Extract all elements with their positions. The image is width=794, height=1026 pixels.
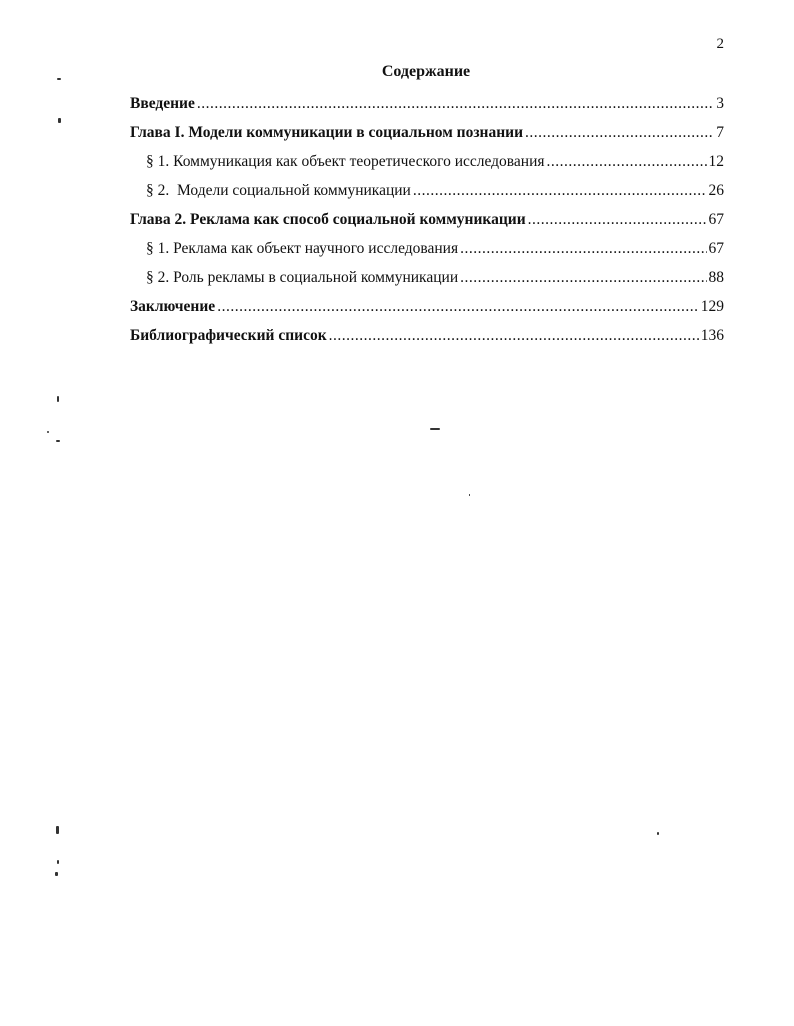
toc-entry-page: 3	[716, 95, 724, 112]
scan-artifact	[430, 428, 440, 430]
scan-artifact	[47, 431, 49, 433]
toc-dot-leader	[460, 263, 706, 292]
toc-entry-page: 26	[708, 182, 724, 199]
scan-artifact	[57, 396, 59, 402]
scan-artifact	[58, 118, 61, 123]
scan-artifact	[56, 826, 59, 834]
toc-entry-label: Глава 2. Реклама как способ социальной коммуникации	[130, 211, 526, 228]
toc-dot-leader	[460, 234, 706, 263]
scan-artifact	[469, 494, 470, 496]
toc-dot-leader	[547, 147, 707, 176]
toc-title: Содержание	[381, 63, 471, 80]
toc-entry-chapter-2-section-2	[130, 263, 724, 292]
toc-entry-label: § 2. Роль рекламы в социальной коммуникации	[146, 269, 459, 286]
toc-entry-label: Библиографический список	[130, 327, 327, 344]
toc-entry-conclusion	[130, 292, 724, 321]
toc-entry-page: 7	[716, 124, 724, 141]
toc-entry-chapter-1	[130, 118, 724, 147]
toc-entry-page: 12	[708, 153, 724, 170]
toc-entry-page: 67	[708, 211, 724, 228]
toc-dot-leader	[525, 118, 714, 147]
toc-entry-page: 88	[708, 269, 724, 286]
toc-entry-label: Глава I. Модели коммуникации в социальном познании	[130, 124, 524, 141]
toc-entry-page: 136	[700, 327, 724, 344]
toc-dot-leader	[329, 321, 699, 350]
toc-dot-leader	[217, 292, 699, 321]
scan-artifact	[57, 860, 59, 864]
toc-entry-bibliography	[130, 321, 724, 350]
scan-artifact	[55, 872, 58, 876]
toc-entry-label: Введение	[130, 95, 195, 112]
toc-entry-chapter-1-section-2	[130, 176, 724, 205]
scan-artifact	[56, 440, 60, 442]
table-of-contents	[130, 89, 724, 350]
page-number: 2	[716, 36, 724, 52]
toc-entry-introduction	[130, 89, 724, 118]
toc-entry-label: § 2. Модели социальной коммуникации	[146, 182, 411, 199]
scan-artifact	[657, 832, 659, 835]
toc-dot-leader	[413, 176, 707, 205]
toc-entry-chapter-1-section-1	[130, 147, 724, 176]
scan-artifact	[57, 78, 61, 80]
toc-entry-page: 129	[700, 298, 724, 315]
toc-dot-leader	[197, 89, 714, 118]
toc-entry-label: § 1. Коммуникация как объект теоретического исследования	[146, 153, 545, 170]
toc-entry-chapter-2-section-1	[130, 234, 724, 263]
toc-entry-label: § 1. Реклама как объект научного исследования	[146, 240, 459, 257]
toc-entry-page: 67	[708, 240, 724, 257]
toc-entry-chapter-2	[130, 205, 724, 234]
toc-entry-label: Заключение	[130, 298, 216, 315]
toc-dot-leader	[528, 205, 707, 234]
